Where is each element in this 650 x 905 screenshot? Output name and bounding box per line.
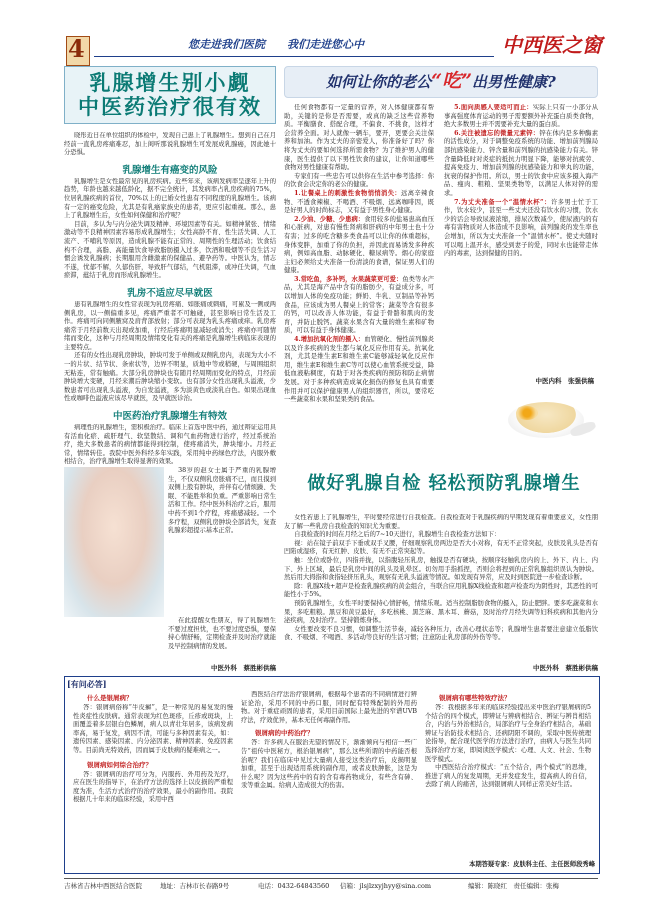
footer-phone: 电话：0432-64843560 — [258, 882, 330, 890]
qa-a2: 答：银屑病的治疗可分为，内服药、外用药及光疗，应在医生的指导下，在治疗方法的选择上以皮损的严重程度为准，生活方式治疗的治疗效果，最小的副作用。我院根据几十年来的临床经验，采用中西 — [73, 770, 233, 804]
qa-a4: 答：我根据多年来的临床经验提出来中医治疗银屑病的5个结合的四个模式，即辨证与辨病相结合、辨证与辨肖相结合，内治与外治相结合，局部治疗与全身治疗相结合，基础辨证与治防技术相结合、还病阴阳不调的，采取中医传统理论指导，配合现代医学的方法进行治疗，由病人与医生共同选择治疗方案，即阅读医学模式：心理、人文、社会、生物医学模式。 — [425, 704, 591, 763]
article3-title: 做好乳腺自检 轻松预防乳腺增生 — [307, 473, 581, 494]
article3-p6: 预防乳腺增生，女性平时要保持心情舒畅，情绪乐观。适当控制脂肪食物的摄入，防止肥胖。要多吃蔬菜和水果，多吃粗粮。黑豆和黄豆最好，多吃核桃、黑芝麻、黑木耳、蘑菇，及时治疗月经失调等妇科疾病和其他内分泌疾病，及时治疗。坚持锻炼身体。 — [284, 599, 598, 625]
article1-sec2-p2: 还有的女性出现乳房肿块，肿块可发于单侧或双侧乳房内，表现为大小不一的片状、结节状、条索状等，边界不明显，质地中等或稍硬，与周围组织无粘连，常有触痛。大部分乳房肿块也有随月经周期而变化的特点，月经前肿块增大变硬，月经来潮后肿块缩小变软。也有部分女性出现乳头溢液，少数患者可出现乳头溢液，为自发溢液，多为淡黄色或淡乳白色。如果出现血性或咖啡色溢液应该尽早就医，及早就医诊治。 — [64, 352, 276, 403]
article1-title-line2: 中医药治疗很有效 — [78, 94, 262, 119]
article2-title-highlight: “吃” — [431, 70, 473, 92]
article2-item4-text: 血管硬化、慢性前列腺炎以及许多疾病的发生都与氧化反应作用有关。抗氧化剂，尤其是维生素E和维生素C能够减轻氧化反应作用，维生素E和维生素C等可以使心血管系统受益，降低血液粘稠度，有助于对各类疾病的预防和防止病情发展。对于多种疾病造成氧化损伤的修复也具有重要作用并可以保护健康男人的组织器官，所以，要常吃一些蔬菜和水果和坚果类的食品。 — [284, 336, 434, 404]
qa-col1 — [73, 691, 233, 867]
article2-item7-title: 7.为丈夫准备一个“温情水杯”： — [454, 198, 551, 206]
article3-p3: 视：站在镜子前双手下垂或双手叉腰，仔细观察乳房两边是否大小对称，有无不正常突起，皮肤及乳头是否有凹陷或湿疹，有无红肿、皮肤、有无不正常突起等。 — [284, 539, 598, 556]
footer-address: 地址：吉林市长春路9号 — [160, 882, 230, 890]
article3-p5: 除：乳腺X线+超声是检查乳腺疾病的黄金组合，当联合应用乳腺X线检查和超声检查均为阴性时，其恶性的可能性小于5%。 — [284, 582, 598, 599]
article1-sec3-p2: 38岁的赵女士属于严重的乳腺增生，不仅双侧乳房胀痛不已，而且摸到双侧上股有肿块，并伴有心情烦躁、失眠、不能胜举和负重。严重影响日常生活和工作。经中医外科治疗之后，服用中药不到1个疗程，疼痛感减轻。一个多疗程，双侧乳房肿块全部消失，复查乳腺彩超提示基本正常。 — [168, 467, 276, 535]
article1-title — [64, 66, 276, 124]
qa-signature: 本期答疑专家：皮肤科主任、主任医师段秀峰 — [469, 861, 595, 868]
article2-title-prefix: 如何让你的老公 — [326, 73, 432, 91]
page-number: 4 — [68, 34, 85, 63]
brand-title: 中西医之窗 — [502, 33, 602, 57]
article1-sec1-title: 乳腺增生有癌变的风险 — [122, 164, 218, 176]
qa-q2: 银屑病如何综合治疗？ — [87, 760, 152, 769]
article2-item1-text: 远离辛辣食物、不透食辣椒、不喝酒、不吸烟、远离咖啡因，既是好男人的时尚标志，又有益于男性身心健康。 — [284, 189, 434, 215]
article2-item6-title: 6.关注被遗忘的微量元素锌： — [454, 129, 540, 137]
header-rule — [94, 56, 494, 57]
article2-item3-text: 鱼类等水产品，尤其是海产品中含有的脂肪少，有益成分多，可以增加人体的免疫功能；鲜奶、牛乳、豆制品等补钙食品，应该成为男人餐桌上的常客；蔬菜等含有很多的钙，可以改善人体功能，有益于骨骼和肌肉的发育，并防止脱钙。蔬菜水果含有大量的维生素和矿物质，可以有益于身体健康。 — [284, 275, 434, 335]
qa-a5: 中西医结合治疗模式：“五个结合，两个模式”的思维，推进了病人的复发周期，无并发症发生，提高病人的自信，去除了病人的痛苦，达到银屑病人同样正常美好生活。 — [425, 764, 591, 789]
woman-portrait-image — [64, 467, 164, 617]
article1-sec2-p1: 患有乳腺增生的女性常表现为乳房疼痛、如胀痛或刺痛，可累及一侧或两侧乳房，以一侧偏重多见，疼痛严重者不可触碰，甚至影响日常生活及工作。疼痛可向同侧腋窝及肩背部放射；部分可表现为乳头疼痛或痒。乳房疼痛常于月经前数天出现或加重，行经后疼痛明显减轻或消失；疼痛亦可随情绪而变化，这种与月经周期及情绪变化有关的疼痛是乳腺增生病临床表现的主要特点。 — [64, 300, 276, 351]
article1-sec3-p3: 在此提醒女性朋友，得了乳腺增生不要过度担忧，也不要过度恐惧，要保持心情舒畅，定期检查并及时治疗就能及早控制病情的发展。 — [168, 617, 276, 649]
footer-mail: 信箱：jlsjlzxyjhyy@sina.com — [340, 882, 432, 890]
article2-item2-text: 食用较多的盐易患高血压和心脏病，对患有慢性肾病和肝病的中年男士也十分有害；过多的吃含糖多类食品可以让你的体重超标，身体变胖，加重了你的负担，并因此而易诱发多种疾病，例如高血脂、动脉硬化、糖尿病等。烟心的家庭主妇必须给丈夫准备一份清淡的食谱，保证男人们的健康。 — [284, 215, 434, 275]
article3-p1: 女性若患上了乳腺增生，平时要经常进行自我检查。自我检查对于乳腺疾病的早期发现有着重要意义，女性朋友了解一些乳房自我检查的知识尤为重要。 — [284, 514, 598, 530]
article2-item4-title: 4.增加抗氧化剂的摄入： — [294, 336, 365, 344]
article1-title-line1: 乳腺增生别小觑 — [89, 70, 251, 95]
article3-p2: 自我检查的时间在月经之后的7~10天进行，乳腺增生自我检查方法如下： — [294, 531, 501, 539]
qa-q3: 银屑病的中药治疗？ — [255, 729, 314, 738]
article2-item5-text: 实际上只有一小部分从事高强度体育运动的男子需要额外补充蛋白质类食物，绝大多数男士并不需要补充大量的蛋白质。 — [444, 104, 598, 129]
footer-hospital: 吉林省吉林中西医结合医院 — [64, 882, 142, 890]
page-header — [20, 26, 632, 68]
article3-signature: 中医外科 蔡胜彬供稿 — [533, 664, 598, 672]
article2-title-suffix: 出男性健康? — [472, 73, 556, 91]
article-breast-hyperplasia — [64, 66, 276, 661]
article2-item6-text: 锌在体内是多种酶素的活性成分，对于调整免疫系统的功能、增加前列腺局部抗感染能力、锌含量和前列腺的抗感染能力有关。锌含量降低时对炎症的抵抗力明显下降，能够对抗疲劳、提高免疫力、增加前列腺的抗感染能力和睾丸的功能，抗衰的保护作用。所以，男士的饮食中应该多摄入海产品、瘦肉、粗粮、坚果类物等，以满足人体对锌的需求。 — [444, 129, 598, 197]
article2-item7-text: 许多男士忙于工作，饮水较少，甚至一些丈夫还没有饮水的习惯，饮水少的话会导致尿液浓缩，排尿次数减少，使尿液内的有毒有害物质对人体造成不良影响，前列腺炎的发生率也会增加，所以为丈夫准备一个“温情水杯”。使丈夫随时可以喝上温开水，感受到妻子的爱，同时水也能带走体内的毒素，达到保健的目的。 — [444, 198, 598, 258]
qa-a1: 答：银屑病俗称“牛皮癣”，是一种常见的易复发的慢性炎症性皮肤病。通常表现为红色斑疹，丘疹或斑块，上面覆盖着多层银白色鳞屑，病人以青壮年居多，该病发病率高，易于复发，病因不清，可能与多种因素有关，如：遗传因素、感染因素、内分泌因素、精神因素、免疫因素等。目前尚无特效药，因而属于皮肤病的疑难病之一。 — [73, 704, 233, 754]
qa-section — [64, 676, 600, 874]
article2-item5-title: 5.面向质感人要适可而止： — [454, 104, 533, 111]
header-slogan: 您走进我们医院 我们走进您心中 — [188, 38, 364, 51]
article-husband-health — [284, 66, 598, 456]
article3-p7: 女性要改变不良习惯，如调整生活节奏，减轻各种压力，改善心理状态等；乳腺增生患者要注意建立低脂饮食、不吸烟、不喝酒、多活动等良好的生活习惯；注意防止乳房部的外伤等等。 — [284, 625, 598, 642]
article1-sec1-p1: 乳腺增生是女性最常见的乳房疾病。近些年来，该病发病率呈逐年上升的趋势，年龄也越来越低龄化，据不完全统计，其发病率占乳房疾病的75%，位居乳腺疾病的首位，70%以上的已婚女性患有不同程度的乳腺增生。该病有一定的癌变危险，尤其是有乳癌家族史的患者，更应引起重视。那么，患上了乳腺增生后，女性如何保健和治疗呢？ — [64, 177, 276, 220]
article1-sec1-p2: 目前，多认为与内分泌失调及精神、环境因素等有关。如精神紧张、情绪激动等不良精神因素容易形成乳腺增生；女性高龄不育、性生活失调、人工流产、不哺乳等原因，造成乳腺不能有正常的、周期性的生理活动；饮食结构不合理，高脂、高能量饮食导致脂肪摄入过多，饮酒和吸烟等不良生活习惯会诱发乳腺病；长期服用含雌激素的保健品、避孕药等。中医认为，情志不遂，忧郁不解，久郁伤肝，导致肝气郁结，气机阻滞，或冲任失调，气血瘀滞，蕴结于乳房而形成乳腺增生。 — [64, 220, 276, 280]
article2-expert: 专家们有一些忠告可以供你在生活中参考选择：你的饮食会决定你的老公的健康。 — [284, 172, 434, 189]
article2-item3-title: 3.常吃鱼，多补钙，水果蔬菜更可爱： — [294, 275, 403, 283]
article2-item2-title: 2.少油、少糖、少患病： — [294, 215, 365, 223]
article2-intro: 任何食物都有一定量的营养，对人体健康都有帮助，关键的是你是否需要，或真的缺乏这些营养物质。平衡膳食、搭配合理，不偏食、不挑食，这样才会营养全面。对人就像一辆车，要开，更要会关注保养和加油。作为丈夫的亲密爱人，你准备好了吗？你将为丈夫的要如何选择所需食物？为了维护男人的健康，医生提供了以下男性饮食的建议，让你知道哪些食物对男性健康有帮助。 — [284, 104, 434, 172]
porridge-bowl-image — [498, 394, 598, 454]
footer-editors: 编辑：陈晓红 责任编辑：张梅 — [468, 882, 559, 890]
article1-sec3-p1: 病理性的乳腺增生，需积极治疗。临床上首选中医中药，通过辩证运用具有活血化瘀、疏肝理气、软坚散结、调和气血药物进行治疗，经过系统治疗，绝大多数患者的病情都能得到控制，使疼痛消失，肿块缩小。月经正常，情绪转佳。我院中医外科经多年实践，采用纯中药绿色疗法，内服外敷相结合，治疗乳腺增生取得显著的效果。 — [64, 424, 276, 466]
qa-q1: 什么是银屑病？ — [87, 694, 133, 702]
article-breast-selfcheck — [284, 514, 598, 664]
qa-header: [有问必答] — [67, 679, 107, 689]
article1-signature: 中医外科 蔡胜彬供稿 — [211, 664, 276, 672]
footer-bar — [64, 878, 598, 893]
qa-q4: 银屑病有哪些特效疗法？ — [439, 694, 511, 702]
qa-col2 — [241, 691, 417, 867]
qa-col3 — [425, 691, 591, 855]
article1-sec2-title: 乳房不适应尽早就医 — [127, 287, 213, 299]
article2-signature: 中医内科 张强供稿 — [535, 377, 594, 385]
article2-item1-title: 1.让餐桌上的刺激性食物悄悄消失： — [294, 189, 402, 197]
article1-intro: 晓彤近日在单位组织的体检中，发现自己患上了乳腺增生。想到自己在月经前一直乳房疼痛难忍，加上闺听那说乳腺增生可发展成乳腺癌，因此她十分恐惧。 — [64, 132, 276, 157]
qa-mid: 西医结合疗法治疗银屑病，根据每个患者的不同病情进行辨证论治，采用不同的中药口服，同时配有特殊配制的外用药物。对于重症顽固的患者，采用目前国际上最先进的窄谱UVB疗法，疗效优异，基本无任何毒副作用。 — [241, 691, 417, 724]
article3-p4: 触：坐位或卧位，四指并拢，以指腹轻压乳房，触摸是否有硬块，按顺序轻触乳房内的上、外下、内上、内下、外上区域，最后是乳房中间的乳头及乳晕区。切勿用手指抓捏，否则会将捏到的正常乳腺组织误认为肿块。然后用大拇指和食指轻挤压乳头，观察有无乳头溢液等情况。如发现有异常，应及时到医院进一步检查诊断。 — [284, 556, 598, 582]
article2-title — [284, 66, 598, 98]
article1-sec3-title: 中医药治疗乳腺增生有特效 — [112, 411, 227, 423]
qa-a3: 答：许多病人在服治无望的情况下，渐渐倾向与相信一些广告“祖传中医秘方，根治银屑病”，那么这些所谓的中药能否根治呢？我们在临床中见过大量病人接受这类治疗后，皮损明显加重，甚至于出现适用系统的副作用，或者皮肤肿胀，这是为什么呢？因为这些药中的有的含有毒药物成分，有些含有砷、汞等重金属。给病人造成很大的伤害。 — [241, 739, 417, 790]
